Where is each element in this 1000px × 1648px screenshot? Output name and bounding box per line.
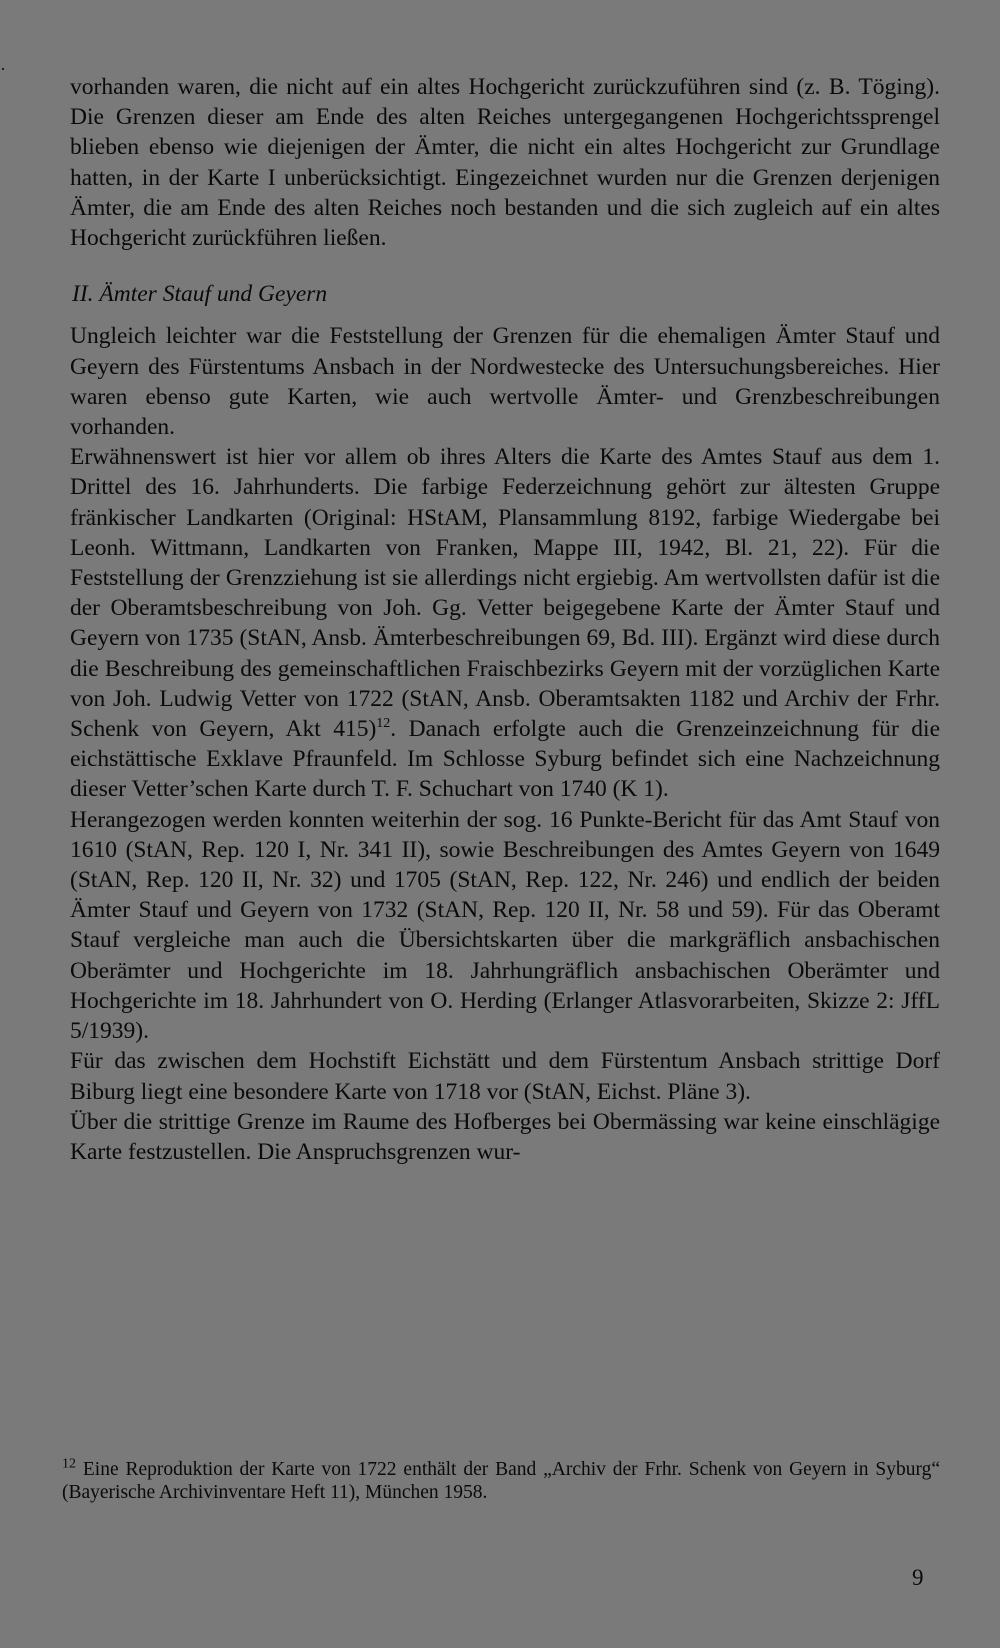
paragraph-2-continuation: . Danach erfolgte auch die Grenzeinzeichnung für die eichstättische Exklave Pfraunfeld. Im Schlosse Syburg befindet sich eine Nachzeichnung dieser Vetter’schen Karte durch T. F. Schuchart von 1740 (K 1).: [70, 716, 941, 803]
paragraph-5: Über die strittige Grenze im Raume des Hofberges bei Obermässing war keine einschlägige Karte festzustellen. Die Anspruchsgrenzen wur-: [70, 1108, 940, 1165]
footnote-reference: 12: [376, 716, 391, 732]
document-body: [70, 72, 940, 1167]
paragraph-1: Ungleich leichter war die Feststellung der Grenzen für die ehemaligen Ämter Stauf und Geyern des Fürstentums Ansbach in der Nordwestecke des Untersuchungsbereiches. Hier waren ebenso gute Karten, wie auch wertvolle Ämter- und Grenzbeschreibungen vorhanden.: [70, 323, 940, 441]
scan-speck: [2, 68, 4, 70]
page-number: 9: [912, 1565, 924, 1590]
paragraph-2: [70, 442, 940, 804]
paragraph-3: Herangezogen werden konnten weiterhin der sog. 16 Punkte-Bericht für das Amt Stauf von 1610 (StAN, Rep. 120 I, Nr. 341 II), sowie Beschreibungen des Amtes Geyern von 1649 (StAN, Rep. 120 II, Nr. 32) und 1705 (StAN, Rep. 122, Nr. 246) und endlich der beiden Ämter Stauf und Geyern von 1732 (StAN, Rep. 120 II, Nr. 58 und 59). Für das Oberamt Stauf vergleiche man auch die Übersichtskarten über die markgräflich ansbachischen Oberämter und Hochgerichte im 18. Jahrhungräflich ansbachischen Oberämter und Hochgerichte im 18. Jahrhundert von O. Herding (Erlanger Atlasvorarbeiten, Skizze 2: JffL 5/1939).: [70, 806, 940, 1045]
section-heading: II. Ämter Stauf und Geyern: [72, 281, 328, 308]
footnote-marker: 12: [62, 1456, 76, 1472]
footnote-text: Eine Reproduktion der Karte von 1722 enthält der Band „Archiv der Frhr. Schenk von Geyern in Syburg“ (Bayerische Archivinventare Heft 11), München 1958.: [62, 1459, 941, 1503]
paragraph-intro: vorhanden waren, die nicht auf ein altes Hochgericht zurückzuführen sind (z. B. Töging). Die Grenzen dieser am Ende des alten Reiches untergegangenen Hochgerichtssprengel blieben ebenso wie diejenigen der Ämter, die nicht ein altes Hochgericht zur Grundlage hatten, in der Karte I unberücksichtigt. Eingezeichnet wurden nur die Grenzen derjenigen Ämter, die am Ende des alten Reiches noch bestanden und die sich zugleich auf ein altes Hochgericht zurückführen ließen.: [70, 74, 940, 252]
paragraph-2-text: Erwähnenswert ist hier vor allem ob ihres Alters die Karte des Amtes Stauf aus dem 1. Drittel des 16. Jahrhunderts. Die farbige Federzeichnung gehört zur ältesten Gruppe fränkischer Landkarten (Original: HStAM, Plansammlung 8192, farbige Wiedergabe bei Leonh. Wittmann, Landkarten von Franken, Mappe III, 1942, Bl. 21, 22). Für die Feststellung der Grenzziehung ist sie allerdings nicht ergiebig. Am wertvollsten dafür ist die der Oberamtsbeschreibung von Joh. Gg. Vetter beigegebene Karte der Ämter Stauf und Geyern von 1735 (StAN, Ansb. Ämterbeschreibungen 69, Bd. III). Ergänzt wird diese durch die Beschreibung des gemeinschaftlichen Fraischbezirks Geyern mit der vorzüglichen Karte von Joh. Ludwig Vetter von 1722 (StAN, Ansb. Oberamtsakten 1182 und Archiv der Frhr. Schenk von Geyern, Akt 415): [70, 444, 940, 743]
paragraph-4: Für das zwischen dem Hochstift Eichstätt und dem Fürstentum Ansbach strittige Dorf Biburg liegt eine besondere Karte von 1718 vor (StAN, Eichst. Pläne 3).: [70, 1048, 940, 1105]
footnote: [62, 1458, 940, 1504]
